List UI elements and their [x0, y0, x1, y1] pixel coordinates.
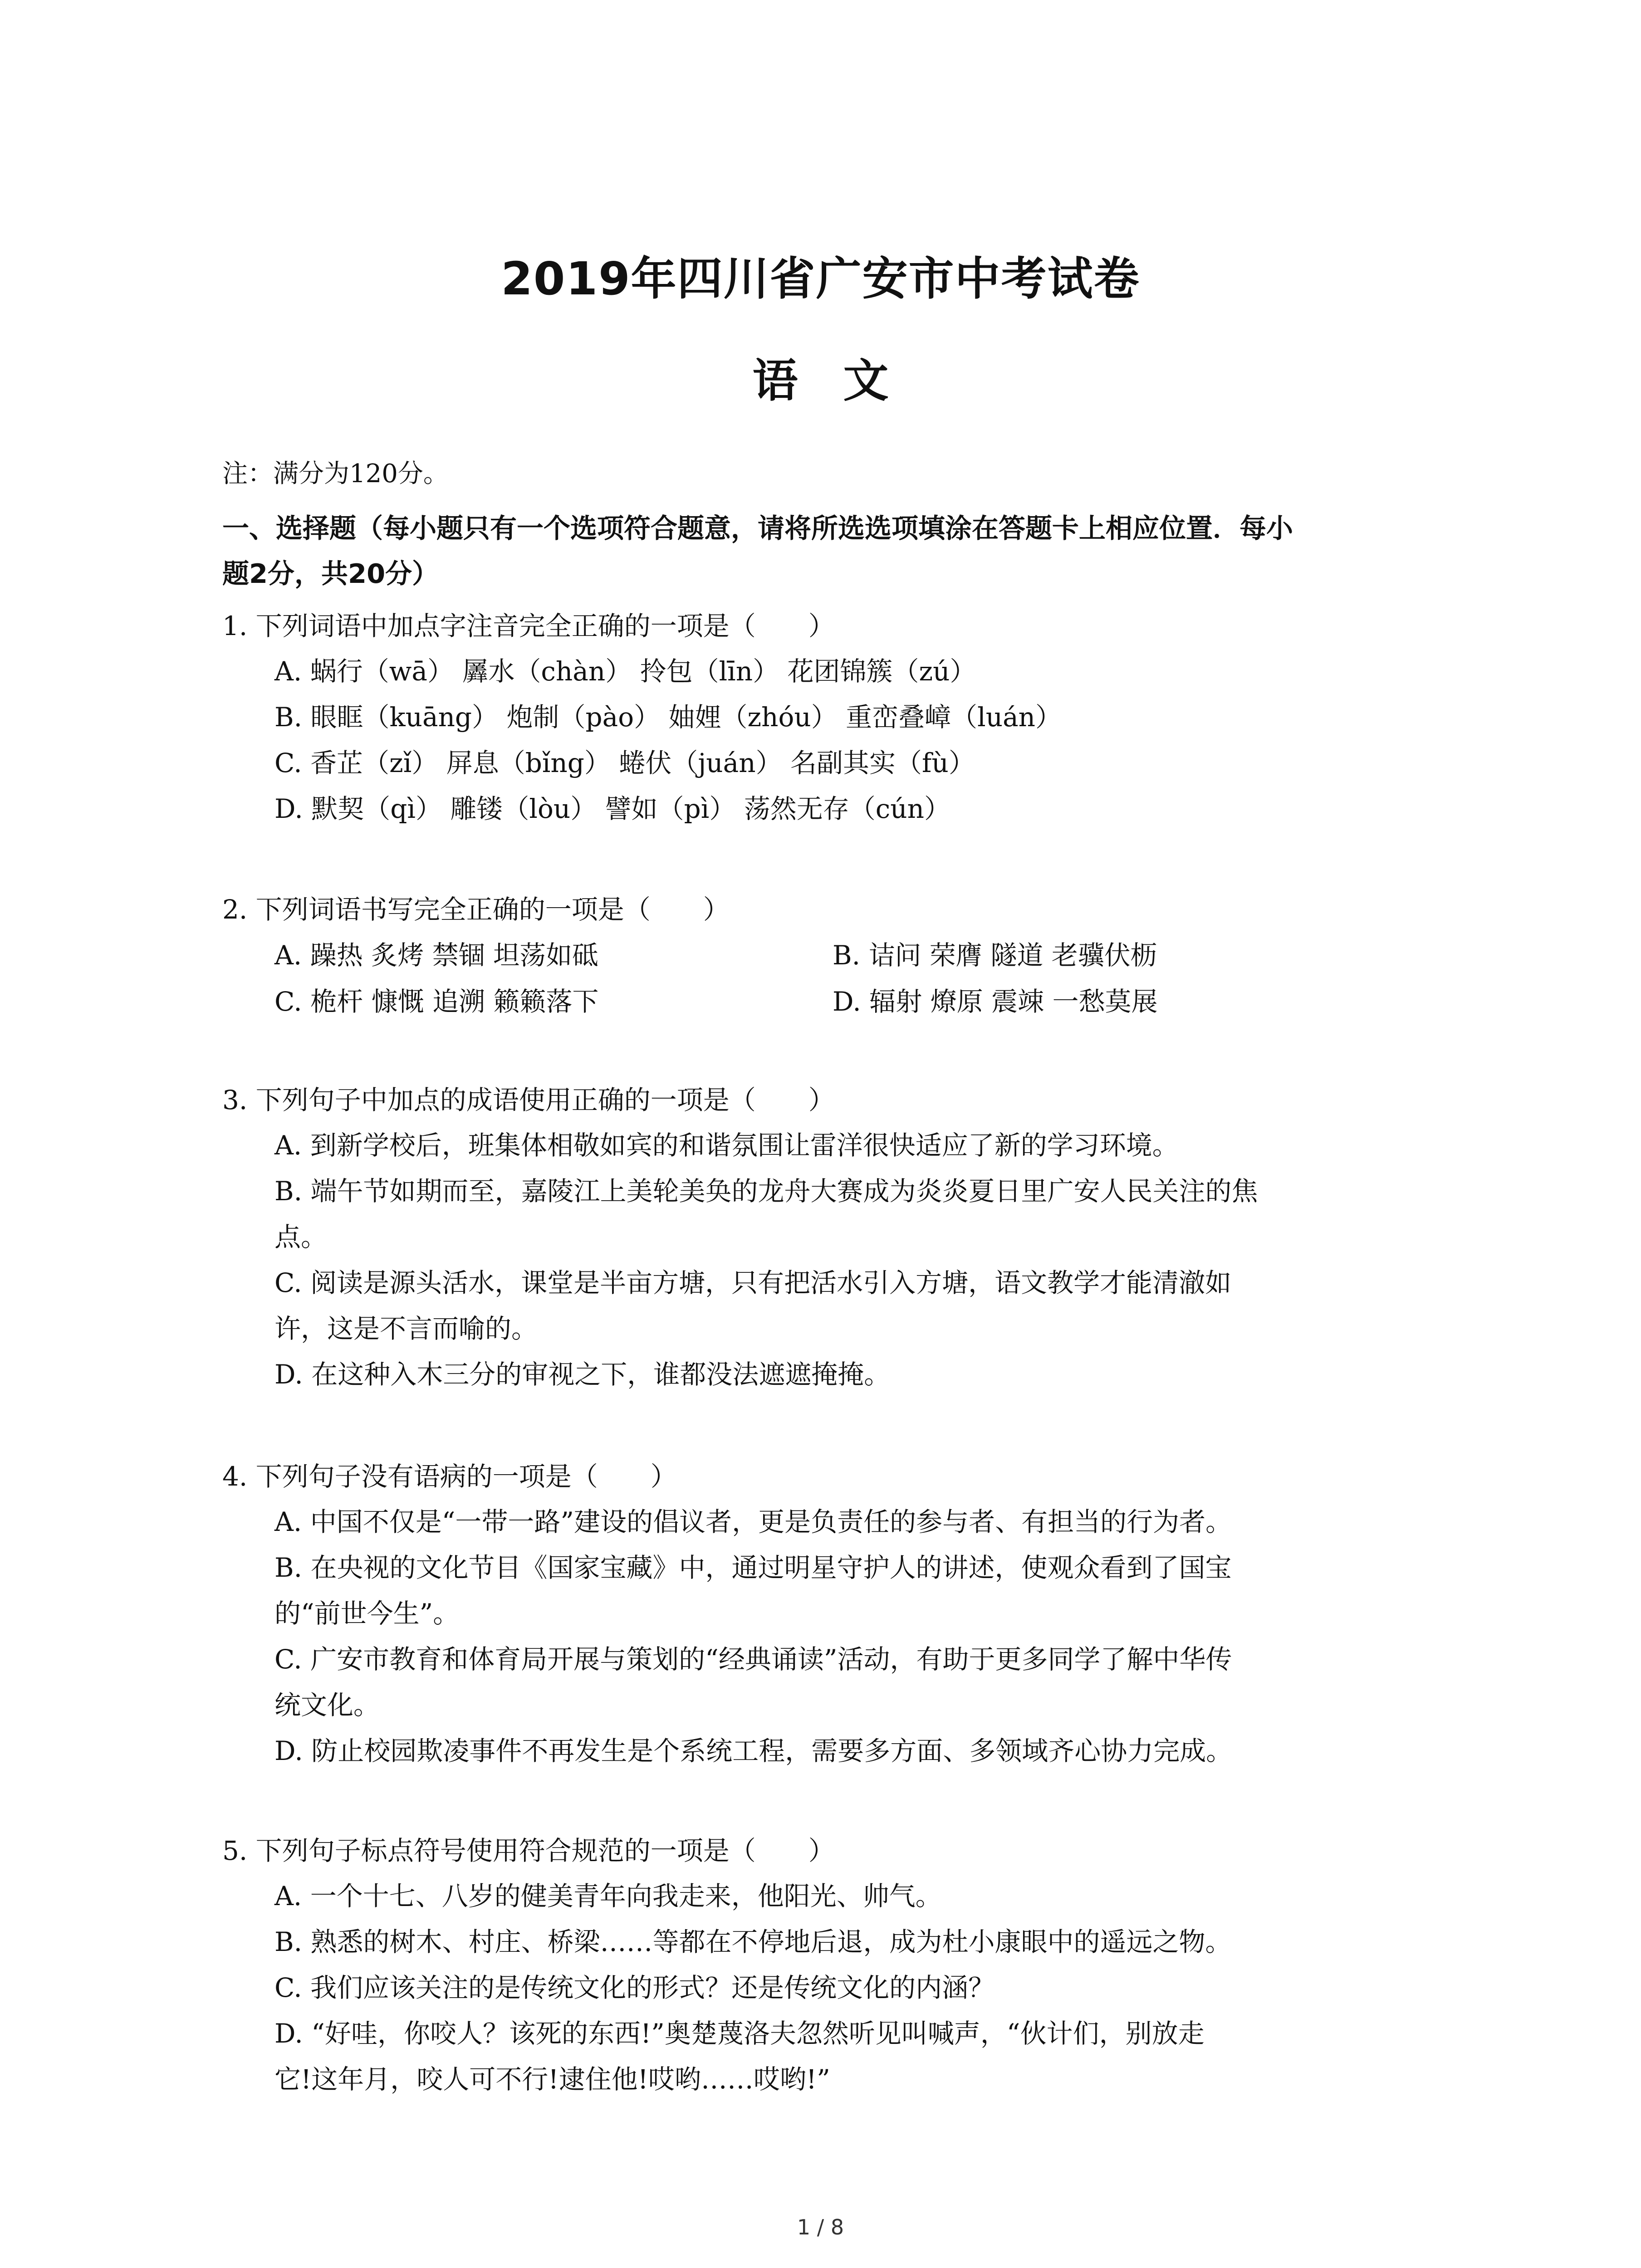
option-b-continued: 的“前世今生”。 [274, 1598, 460, 1629]
option-b: B. 诘问 荣膺 隧道 老骥伏枥 [833, 940, 1157, 971]
option-d-continued: 它!这年月，咬人可不行!逮住他!哎哟……哎哟!” [274, 2064, 830, 2095]
option-c: C. 我们应该关注的是传统文化的形式？还是传统文化的内涵？ [274, 1972, 995, 2003]
question-2 [222, 887, 1456, 1025]
option-c: C. 香芷（zǐ） 屏息（bǐng） 蜷伏（juán） 名副其实（fù） [274, 748, 975, 778]
option-d: D. “好哇，你咬人？该死的东西!”奥楚蔑洛夫忽然听见叫喊声，“伙计们，别放走 [274, 2018, 1205, 2049]
option-b: B. 眼眶（kuāng） 炮制（pào） 妯娌（zhóu） 重峦叠嶂（luán） [274, 702, 1062, 733]
question-1 [222, 603, 1456, 832]
option-a: A. 躁热 炙烤 禁锢 坦荡如砥 [274, 940, 599, 971]
section-header [222, 506, 1447, 596]
option-b: B. 端午节如期而至，嘉陵江上美轮美奂的龙舟大赛成为炎炎夏日里广安人民关注的焦 [274, 1176, 1258, 1207]
option-b: B. 熟悉的树木、村庄、桥梁……等都在不停地后退，成为杜小康眼中的遥远之物。 [274, 1926, 1232, 1957]
option-c-continued: 统文化。 [274, 1690, 380, 1721]
score-note: 注：满分为120分。 [222, 459, 449, 489]
option-c: C. 阅读是源头活水，课堂是半亩方塘，只有把活水引入方塘，语文教学才能清澈如 [274, 1267, 1232, 1298]
question-5 [222, 1828, 1456, 2102]
page-number: 1 / 8 [797, 2215, 844, 2239]
section-header-line: 一、选择题（每小题只有一个选项符合题意，请将所选选项填涂在答题卡上相应位置．每小 [222, 513, 1293, 544]
option-d: D. 默契（qì） 雕镂（lòu） 譬如（pì） 荡然无存（cún） [274, 793, 950, 824]
option-c: C. 桅杆 慷慨 追溯 籁籁落下 [274, 986, 599, 1017]
option-a: A. 一个十七、八岁的健美青年向我走来，他阳光、帅气。 [274, 1881, 942, 1911]
question-stem: 3. 下列句子中加点的成语使用正确的一项是（ ） [222, 1085, 835, 1115]
question-4 [222, 1454, 1456, 1774]
question-stem: 1. 下列词语中加点字注音完全正确的一项是（ ） [222, 611, 835, 641]
option-b-continued: 点。 [274, 1222, 328, 1252]
subject-heading: 语 文 [752, 354, 889, 407]
question-3 [222, 1077, 1456, 1398]
option-a: A. 到新学校后，班集体相敬如宾的和谐氛围让雷洋很快适应了新的学习环境。 [274, 1130, 1179, 1161]
question-stem: 4. 下列句子没有语病的一项是（ ） [222, 1461, 677, 1492]
option-b: B. 在央视的文化节目《国家宝藏》中，通过明星守护人的讲述，使观众看到了国宝 [274, 1552, 1232, 1583]
option-d: D. 在这种入木三分的审视之下，谁都没法遮遮掩掩。 [274, 1359, 891, 1390]
option-c-continued: 许，这是不言而喻的。 [274, 1313, 538, 1344]
option-d: D. 辐射 燎原 震竦 一愁莫展 [833, 986, 1158, 1017]
option-c: C. 广安市教育和体育局开展与策划的“经典诵读”活动，有助于更多同学了解中华传 [274, 1644, 1232, 1675]
section-header-line: 题2分，共20分） [222, 558, 439, 589]
options-grid [222, 932, 1456, 1025]
question-stem: 5. 下列句子标点符号使用符合规范的一项是（ ） [222, 1835, 835, 1866]
option-a: A. 中国不仅是“一带一路”建设的倡议者，更是负责任的参与者、有担当的行为者。 [274, 1506, 1232, 1537]
option-a: A. 蜗行（wā） 羼水（chàn） 拎包（līn） 花团锦簇（zú） [274, 656, 976, 687]
question-stem: 2. 下列词语书写完全正确的一项是（ ） [222, 894, 730, 925]
option-d: D. 防止校园欺凌事件不再发生是个系统工程，需要多方面、多领域齐心协力完成。 [274, 1735, 1233, 1766]
exam-title: 2019年四川省广安市中考试卷 [501, 252, 1140, 305]
